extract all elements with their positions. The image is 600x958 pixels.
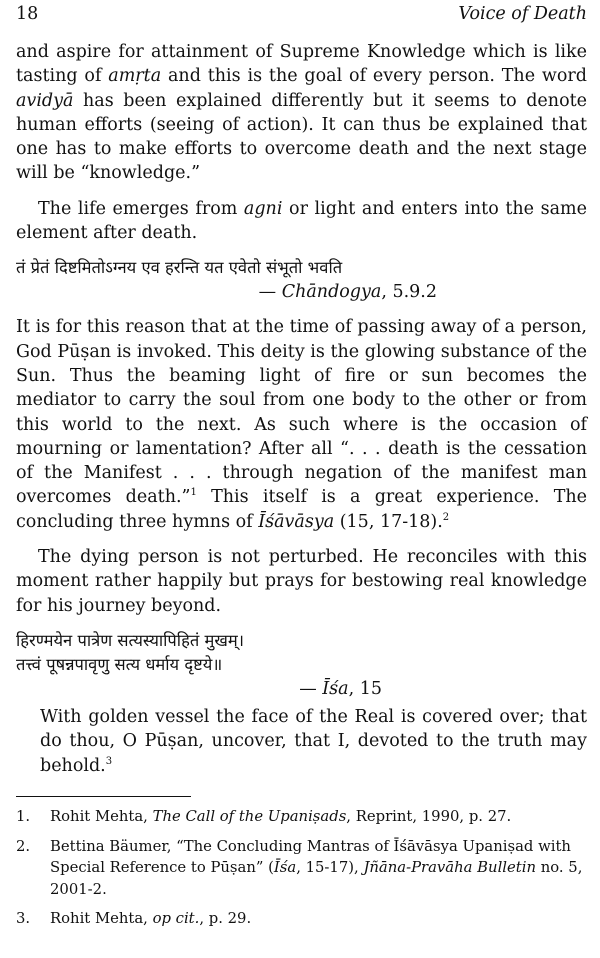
paragraph-3: It is for this reason that at the time of passing away of a person, God Pūṣan is invoked. This deity is the glowing substance of the Sun. Thus the beaming light of fire or sun becomes the mediator to carry the soul from one body to the other or from this world to the next. As such where is the occasion of mourning or lamentation? After all “. . . death is the cessation of the Manifest . . . through negation of the manifest man overcomes death.”$^1$ This itself is a great experience. The concluding three hymns of Īśāvāsya (15, 17-18).$^2$ bbox=[16, 317, 588, 532]
paragraph-2: The life emerges from agni or light and enters into the same element after death. bbox=[16, 198, 587, 244]
page-header bbox=[16, 4, 587, 30]
paragraph-1: and aspire for attainment of Supreme Knowledge which is like tasting of amṛta and this is the goal of every person. The word avidyā has been explained differently but it seems to denote human efforts (seeing of action). It can thus be explained that one has to make efforts to overcome death and the next stage will be “knowledge.” bbox=[16, 42, 587, 184]
footnote-ref-1: 1 bbox=[190, 487, 197, 499]
book-page bbox=[16, 0, 587, 958]
citation-isa: — Īśa, 15 bbox=[299, 678, 382, 699]
footnote-3: 3. Rohit Mehta, op cit., p. 29. bbox=[16, 910, 252, 927]
paragraph-4: The dying person is not perturbed. He reconciles with this moment rather happily but prays for bestowing real knowledge for his journey beyond. bbox=[16, 547, 587, 616]
footnote-1: 1. Rohit Mehta, The Call of the Upaniṣads, Reprint, 1990, p. 27. bbox=[16, 808, 512, 825]
sanskrit-verse-isa-line-1: हिरण्मयेन पात्रेण सत्यस्यापिहितं मुखम्। bbox=[16, 630, 244, 650]
sanskrit-verse-isa-line-2: तत्त्वं पूषन्नपावृणु सत्य धर्माय दृष्टये॥ bbox=[16, 654, 223, 674]
running-title: Voice of Death bbox=[458, 4, 587, 24]
footnote-ref-2: 2 bbox=[442, 511, 450, 523]
footnotes bbox=[16, 806, 587, 938]
body-text bbox=[16, 40, 587, 778]
verse-translation: With golden vessel the face of the Real is covered over; that do thou, O Pūṣan, uncover, that I, devoted to the truth may behold.$^3$ bbox=[40, 706, 587, 776]
citation-chandogya: — Chāndogya, 5.9.2 bbox=[258, 282, 437, 303]
footnote-2: 2. Bettina Bäumer, “The Concluding Mantras of Īśāvāsya Upaniṣad with Special Reference to Pūṣan” (Īśa, 15-17), Jñāna-Pravāha Bulletin no. 5, 2001-2. bbox=[16, 837, 583, 898]
sanskrit-verse-chandogya: तं प्रेतं दिष्टमितोऽग्नय एव हरन्ति यत एवेतो संभूतो भवति bbox=[16, 258, 343, 278]
footnote-ref-3: 3 bbox=[105, 755, 113, 767]
footnote-divider bbox=[16, 796, 191, 797]
page-number: 18 bbox=[16, 4, 39, 24]
